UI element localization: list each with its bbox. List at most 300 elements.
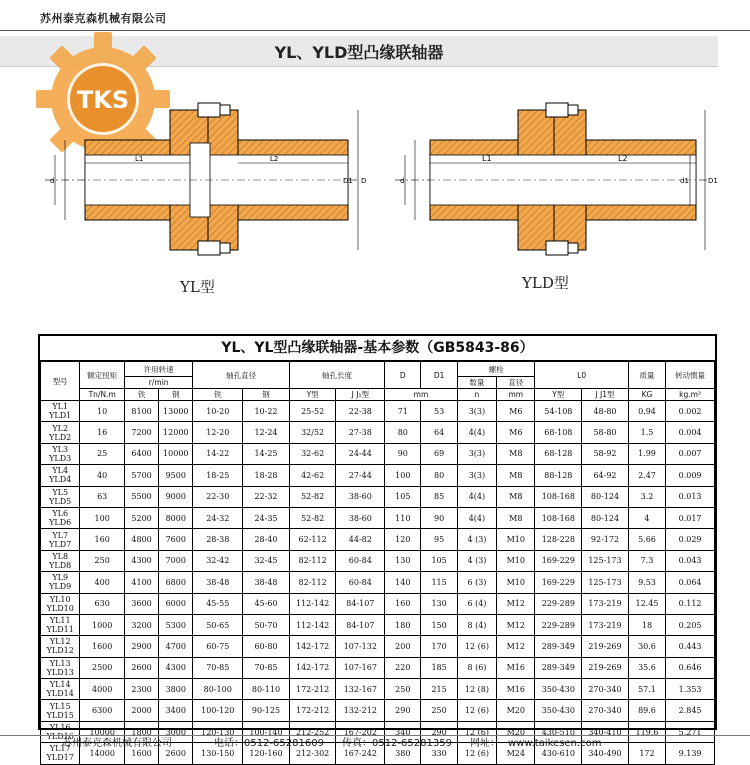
cell-n: 4(4) xyxy=(457,507,496,528)
cell-bi: 80-100 xyxy=(193,679,243,700)
cell-iron: 5700 xyxy=(124,465,158,486)
cell-torque: 10 xyxy=(80,401,125,422)
cell-model xyxy=(41,422,80,443)
header-speed-steel: 钢 xyxy=(159,389,193,401)
cell-bs: 38-48 xyxy=(243,572,290,593)
cell-bs: 24-35 xyxy=(243,507,290,528)
footer-company: 苏州泰克森机械有限公司 xyxy=(62,738,172,749)
header-length-y: Y型 xyxy=(289,389,336,401)
cell-D1: 80 xyxy=(421,465,457,486)
model-yld: YLD6 xyxy=(49,518,72,528)
cell-steel: 8000 xyxy=(159,507,193,528)
cell-inertia: 0.013 xyxy=(666,486,715,507)
cell-model xyxy=(41,550,80,571)
cell-bs: 90-125 xyxy=(243,700,290,721)
cell-ly: 82-112 xyxy=(289,572,336,593)
table-row xyxy=(41,636,715,657)
cell-iron: 7200 xyxy=(124,422,158,443)
cell-mass: 57.1 xyxy=(628,679,665,700)
cell-bi: 45-55 xyxy=(193,593,243,614)
model-yld: YLD1 xyxy=(49,411,72,421)
cell-D: 220 xyxy=(385,657,421,678)
cell-bi: 28-38 xyxy=(193,529,243,550)
cell-lj: 167-202 xyxy=(336,721,385,742)
cell-ly: 142-172 xyxy=(289,636,336,657)
table-row xyxy=(41,422,715,443)
cell-n: 12 (6) xyxy=(457,743,496,764)
cell-D1: 105 xyxy=(421,550,457,571)
model-yl: YL5 xyxy=(52,487,69,497)
cell-steel: 6000 xyxy=(159,593,193,614)
cell-inertia: 0.017 xyxy=(666,507,715,528)
cell-D1: 90 xyxy=(421,507,457,528)
cell-bi: 18-25 xyxy=(193,465,243,486)
cell-bi: 24-32 xyxy=(193,507,243,528)
cell-D: 105 xyxy=(385,486,421,507)
cell-l0y: 289-349 xyxy=(535,636,582,657)
cell-mass: 172 xyxy=(628,743,665,764)
footer-fax: 传真：0512-65281359 xyxy=(342,738,452,749)
cell-bi: 60-75 xyxy=(193,636,243,657)
cell-iron: 4800 xyxy=(124,529,158,550)
cell-inertia: 0.009 xyxy=(666,465,715,486)
yld-label-l2: L2 xyxy=(618,154,628,163)
cell-lj: 38-60 xyxy=(336,507,385,528)
cell-D1: 170 xyxy=(421,636,457,657)
cell-steel: 5300 xyxy=(159,614,193,635)
cell-steel: 9000 xyxy=(159,486,193,507)
cell-iron: 8100 xyxy=(124,401,158,422)
cell-lj: 132-167 xyxy=(336,679,385,700)
cell-bi: 100-120 xyxy=(193,700,243,721)
table-row xyxy=(41,700,715,721)
cell-bi: 10-20 xyxy=(193,401,243,422)
yl-label-d1: D1 xyxy=(343,177,353,185)
cell-n: 8 (4) xyxy=(457,614,496,635)
cell-n: 8 (6) xyxy=(457,657,496,678)
cell-bs: 50-70 xyxy=(243,614,290,635)
cell-l0j: 125-173 xyxy=(582,550,629,571)
cell-iron: 3200 xyxy=(124,614,158,635)
cell-model xyxy=(41,614,80,635)
model-yld: YLD13 xyxy=(46,667,74,677)
table-row xyxy=(41,593,715,614)
cell-steel: 3800 xyxy=(159,679,193,700)
header-bore-steel: 钢 xyxy=(243,389,290,401)
table-row xyxy=(41,486,715,507)
table-row xyxy=(41,614,715,635)
cell-bs: 18-28 xyxy=(243,465,290,486)
cell-lj: 84-107 xyxy=(336,614,385,635)
cell-steel: 12000 xyxy=(159,422,193,443)
cell-steel: 10000 xyxy=(159,443,193,464)
cell-l0j: 340-410 xyxy=(582,721,629,742)
cell-model xyxy=(41,443,80,464)
model-yld: YLD11 xyxy=(46,625,74,635)
table-row xyxy=(41,550,715,571)
cell-l0j: 219-269 xyxy=(582,657,629,678)
cell-D: 71 xyxy=(385,401,421,422)
cell-bi: 32-42 xyxy=(193,550,243,571)
cell-n: 4(4) xyxy=(457,422,496,443)
cell-l0y: 68-128 xyxy=(535,443,582,464)
cell-torque: 250 xyxy=(80,550,125,571)
cell-l0y: 350-430 xyxy=(535,679,582,700)
cell-inertia: 0.004 xyxy=(666,422,715,443)
header-length-j: J J₁型 xyxy=(336,389,385,401)
cell-mass: 5.66 xyxy=(628,529,665,550)
yld-label-d1: d1 xyxy=(680,177,689,185)
cell-lj: 38-60 xyxy=(336,486,385,507)
cell-dia: M10 xyxy=(497,550,535,571)
header-bore-iron: 铁 xyxy=(193,389,243,401)
cell-model xyxy=(41,700,80,721)
cell-lj: 44-82 xyxy=(336,529,385,550)
model-yl: YL6 xyxy=(52,509,69,519)
cell-l0y: 430-510 xyxy=(535,721,582,742)
cell-bs: 45-60 xyxy=(243,593,290,614)
cell-steel: 4300 xyxy=(159,657,193,678)
cell-mass: 2.47 xyxy=(628,465,665,486)
cell-l0j: 92-172 xyxy=(582,529,629,550)
cell-iron: 4100 xyxy=(124,572,158,593)
cell-inertia: 0.443 xyxy=(666,636,715,657)
cell-D: 380 xyxy=(385,743,421,764)
cell-inertia: 0.029 xyxy=(666,529,715,550)
cell-D: 130 xyxy=(385,550,421,571)
cell-bi: 38-48 xyxy=(193,572,243,593)
cell-bs: 120-160 xyxy=(243,743,290,764)
cell-n: 3(3) xyxy=(457,465,496,486)
header-torque: 额定扭矩 xyxy=(80,362,125,389)
cell-D1: 250 xyxy=(421,700,457,721)
cell-ly: 32/52 xyxy=(289,422,336,443)
cell-lj: 107-132 xyxy=(336,636,385,657)
cell-inertia: 2.845 xyxy=(666,700,715,721)
cell-mass: 3.2 xyxy=(628,486,665,507)
cell-lj: 84-107 xyxy=(336,593,385,614)
cell-ly: 142-172 xyxy=(289,657,336,678)
table-row xyxy=(41,679,715,700)
cell-l0j: 80-124 xyxy=(582,507,629,528)
cell-mass: 18 xyxy=(628,614,665,635)
cell-dia: M8 xyxy=(497,465,535,486)
cell-iron: 2000 xyxy=(124,700,158,721)
cell-steel: 3400 xyxy=(159,700,193,721)
cell-iron: 3600 xyxy=(124,593,158,614)
cell-l0y: 88-128 xyxy=(535,465,582,486)
cell-torque: 10000 xyxy=(80,721,125,742)
cell-bs: 60-80 xyxy=(243,636,290,657)
company-name-top: 苏州泰克森机械有限公司 xyxy=(40,12,167,25)
model-yld: YLD14 xyxy=(46,689,74,699)
cell-mass: 9.53 xyxy=(628,572,665,593)
cell-D1: 150 xyxy=(421,614,457,635)
cell-inertia: 1.353 xyxy=(666,679,715,700)
model-yl: YL7 xyxy=(52,530,69,540)
model-yld: YLD17 xyxy=(46,753,74,763)
cell-iron: 2900 xyxy=(124,636,158,657)
cell-l0y: 430-610 xyxy=(535,743,582,764)
cell-bi: 120-130 xyxy=(193,721,243,742)
cell-lj: 24-44 xyxy=(336,443,385,464)
cell-inertia: 0.205 xyxy=(666,614,715,635)
model-yl: YL17 xyxy=(49,744,71,754)
yl-coupling-drawing xyxy=(40,95,370,275)
cell-D1: 330 xyxy=(421,743,457,764)
cell-steel: 3000 xyxy=(159,721,193,742)
cell-dia: M24 xyxy=(497,743,535,764)
cell-mass: 35.6 xyxy=(628,657,665,678)
cell-torque: 160 xyxy=(80,529,125,550)
cell-D: 110 xyxy=(385,507,421,528)
table-row xyxy=(41,465,715,486)
cell-ly: 82-112 xyxy=(289,550,336,571)
yl-label-l2: L2 xyxy=(270,155,279,163)
cell-steel: 2600 xyxy=(159,743,193,764)
cell-l0y: 169-229 xyxy=(535,550,582,571)
cell-l0y: 289-349 xyxy=(535,657,582,678)
cell-torque: 4000 xyxy=(80,679,125,700)
cell-mass: 1.99 xyxy=(628,443,665,464)
model-yl: YL4 xyxy=(52,466,69,476)
cell-model xyxy=(41,657,80,678)
header-inertia-unit: kg.m² xyxy=(666,389,715,401)
model-yld: YLD8 xyxy=(49,560,72,570)
yld-caption: YLD型 xyxy=(522,274,569,292)
cell-bi: 22-30 xyxy=(193,486,243,507)
cell-dia: M10 xyxy=(497,529,535,550)
header-D: D xyxy=(385,362,421,389)
cell-inertia: 0.002 xyxy=(666,401,715,422)
model-yld: YLD16 xyxy=(46,732,74,742)
cell-dia: M6 xyxy=(497,422,535,443)
cell-D1: 115 xyxy=(421,572,457,593)
cell-D: 140 xyxy=(385,572,421,593)
cell-n: 4 (3) xyxy=(457,550,496,571)
table-row xyxy=(41,572,715,593)
table-row xyxy=(41,507,715,528)
model-yld: YLD9 xyxy=(49,582,72,592)
cell-D1: 64 xyxy=(421,422,457,443)
cell-dia: M20 xyxy=(497,700,535,721)
cell-D1: 130 xyxy=(421,593,457,614)
cell-bs: 100-140 xyxy=(243,721,290,742)
model-yl: YL8 xyxy=(52,551,69,561)
cell-steel: 7600 xyxy=(159,529,193,550)
table-row xyxy=(41,443,715,464)
model-yld: YLD4 xyxy=(49,475,72,485)
cell-l0y: 108-168 xyxy=(535,486,582,507)
model-yld: YLD5 xyxy=(49,496,72,506)
cell-ly: 52-82 xyxy=(289,507,336,528)
cell-model xyxy=(41,486,80,507)
cell-dia: M16 xyxy=(497,679,535,700)
cell-torque: 14000 xyxy=(80,743,125,764)
cell-D1: 53 xyxy=(421,401,457,422)
cell-bs: 22-32 xyxy=(243,486,290,507)
cell-D: 120 xyxy=(385,529,421,550)
cell-steel: 6800 xyxy=(159,572,193,593)
cell-torque: 630 xyxy=(80,593,125,614)
header-mass: 质量 xyxy=(628,362,665,389)
cell-torque: 40 xyxy=(80,465,125,486)
cell-D: 90 xyxy=(385,443,421,464)
cell-torque: 6300 xyxy=(80,700,125,721)
cell-dia: M8 xyxy=(497,443,535,464)
model-yl: YL9 xyxy=(52,573,69,583)
cell-iron: 4300 xyxy=(124,550,158,571)
logo-text: TKS xyxy=(76,86,130,114)
header-bolt-dia: 直径 xyxy=(497,377,535,389)
cell-ly: 112-142 xyxy=(289,614,336,635)
cell-dia: M12 xyxy=(497,614,535,635)
cell-mass: 0.94 xyxy=(628,401,665,422)
spec-table-body xyxy=(41,401,715,765)
header-length: 轴孔长度 xyxy=(289,362,384,389)
cell-l0j: 340-490 xyxy=(582,743,629,764)
cell-iron: 5200 xyxy=(124,507,158,528)
cell-bi: 70-85 xyxy=(193,657,243,678)
header-speed-unit: r/min xyxy=(124,377,192,389)
cell-steel: 13000 xyxy=(159,401,193,422)
model-yld: YLD2 xyxy=(49,432,72,442)
yld-coupling-drawing xyxy=(390,95,720,275)
cell-D: 200 xyxy=(385,636,421,657)
cell-n: 12 (8) xyxy=(457,679,496,700)
cell-D: 340 xyxy=(385,721,421,742)
cell-dia: M10 xyxy=(497,572,535,593)
cell-D1: 95 xyxy=(421,529,457,550)
cell-bs: 12-24 xyxy=(243,422,290,443)
cell-l0j: 80-124 xyxy=(582,486,629,507)
cell-D: 250 xyxy=(385,679,421,700)
model-yld: YLD15 xyxy=(46,710,74,720)
table-row xyxy=(41,657,715,678)
cell-torque: 1000 xyxy=(80,614,125,635)
cell-torque: 16 xyxy=(80,422,125,443)
cell-lj: 60-84 xyxy=(336,572,385,593)
cell-bs: 28-40 xyxy=(243,529,290,550)
cell-D: 180 xyxy=(385,614,421,635)
cell-dia: M6 xyxy=(497,401,535,422)
cell-l0j: 48-80 xyxy=(582,401,629,422)
cell-model xyxy=(41,636,80,657)
cell-model xyxy=(41,572,80,593)
cell-torque: 400 xyxy=(80,572,125,593)
cell-torque: 25 xyxy=(80,443,125,464)
header-D1: D1 xyxy=(421,362,457,389)
header-bore: 轴孔直径 xyxy=(193,362,289,389)
cell-l0y: 229-289 xyxy=(535,593,582,614)
cell-inertia: 0.646 xyxy=(666,657,715,678)
cell-D: 290 xyxy=(385,700,421,721)
cell-bi: 14-22 xyxy=(193,443,243,464)
cell-n: 6 (4) xyxy=(457,593,496,614)
cell-bs: 14-25 xyxy=(243,443,290,464)
cell-l0y: 350-430 xyxy=(535,700,582,721)
cell-l0j: 173-219 xyxy=(582,614,629,635)
cell-l0j: 173-219 xyxy=(582,593,629,614)
yld-label-d: d xyxy=(400,177,405,185)
cell-steel: 4700 xyxy=(159,636,193,657)
cell-model xyxy=(41,507,80,528)
model-yld: YLD12 xyxy=(46,646,74,656)
cell-n: 12 (6) xyxy=(457,721,496,742)
cell-D: 100 xyxy=(385,465,421,486)
cell-ly: 112-142 xyxy=(289,593,336,614)
model-yld: YLD10 xyxy=(46,603,74,613)
header-L0: L0 xyxy=(535,362,628,389)
cell-torque: 1600 xyxy=(80,636,125,657)
cell-D1: 69 xyxy=(421,443,457,464)
header-torque-unit: Tn/N.m xyxy=(80,389,125,401)
cell-n: 4(4) xyxy=(457,486,496,507)
cell-inertia: 0.043 xyxy=(666,550,715,571)
cell-n: 6 (3) xyxy=(457,572,496,593)
spec-table xyxy=(40,361,715,765)
cell-mass: 7.3 xyxy=(628,550,665,571)
cell-D1: 185 xyxy=(421,657,457,678)
model-yl: YL3 xyxy=(52,444,69,454)
cell-steel: 7000 xyxy=(159,550,193,571)
model-yl: YL13 xyxy=(49,658,71,668)
header-mm: mm xyxy=(385,389,458,401)
cell-n: 3(3) xyxy=(457,443,496,464)
cell-iron: 5500 xyxy=(124,486,158,507)
cell-model xyxy=(41,679,80,700)
cell-ly: 32-62 xyxy=(289,443,336,464)
cell-l0y: 108-168 xyxy=(535,507,582,528)
cell-iron: 1800 xyxy=(124,721,158,742)
cell-D: 80 xyxy=(385,422,421,443)
cell-l0y: 54-108 xyxy=(535,401,582,422)
cell-dia: M8 xyxy=(497,507,535,528)
cell-bi: 130-150 xyxy=(193,743,243,764)
cell-bs: 70-85 xyxy=(243,657,290,678)
table-row xyxy=(41,401,715,422)
cell-mass: 30.6 xyxy=(628,636,665,657)
cell-lj: 27-38 xyxy=(336,422,385,443)
cell-D1: 85 xyxy=(421,486,457,507)
yld-label-l1: L1 xyxy=(482,154,492,163)
model-yld: YLD3 xyxy=(49,453,72,463)
cell-ly: 172-212 xyxy=(289,700,336,721)
cell-l0y: 229-289 xyxy=(535,614,582,635)
model-yl: YL15 xyxy=(49,701,71,711)
yl-label-d: d xyxy=(50,177,55,185)
cell-bs: 32-45 xyxy=(243,550,290,571)
cell-l0y: 68-108 xyxy=(535,422,582,443)
model-yld: YLD7 xyxy=(49,539,72,549)
cell-inertia: 0.064 xyxy=(666,572,715,593)
cell-l0j: 64-92 xyxy=(582,465,629,486)
cell-l0j: 270-340 xyxy=(582,700,629,721)
yld-label-D: D1 xyxy=(708,177,718,185)
model-yl: YL1 xyxy=(52,402,69,412)
footer-phone: 电话：0512-65281609 xyxy=(214,738,324,749)
cell-n: 3(3) xyxy=(457,401,496,422)
cell-mass: 12.45 xyxy=(628,593,665,614)
cell-ly: 212-302 xyxy=(289,743,336,764)
footer-web-label: 网址： xyxy=(470,738,500,749)
footer-web[interactable]: www.taikesen.com xyxy=(508,738,602,749)
cell-mass: 119.6 xyxy=(628,721,665,742)
header-bolt-n: n xyxy=(457,389,496,401)
cell-iron: 1600 xyxy=(124,743,158,764)
cell-ly: 62-112 xyxy=(289,529,336,550)
cell-lj: 22-38 xyxy=(336,401,385,422)
